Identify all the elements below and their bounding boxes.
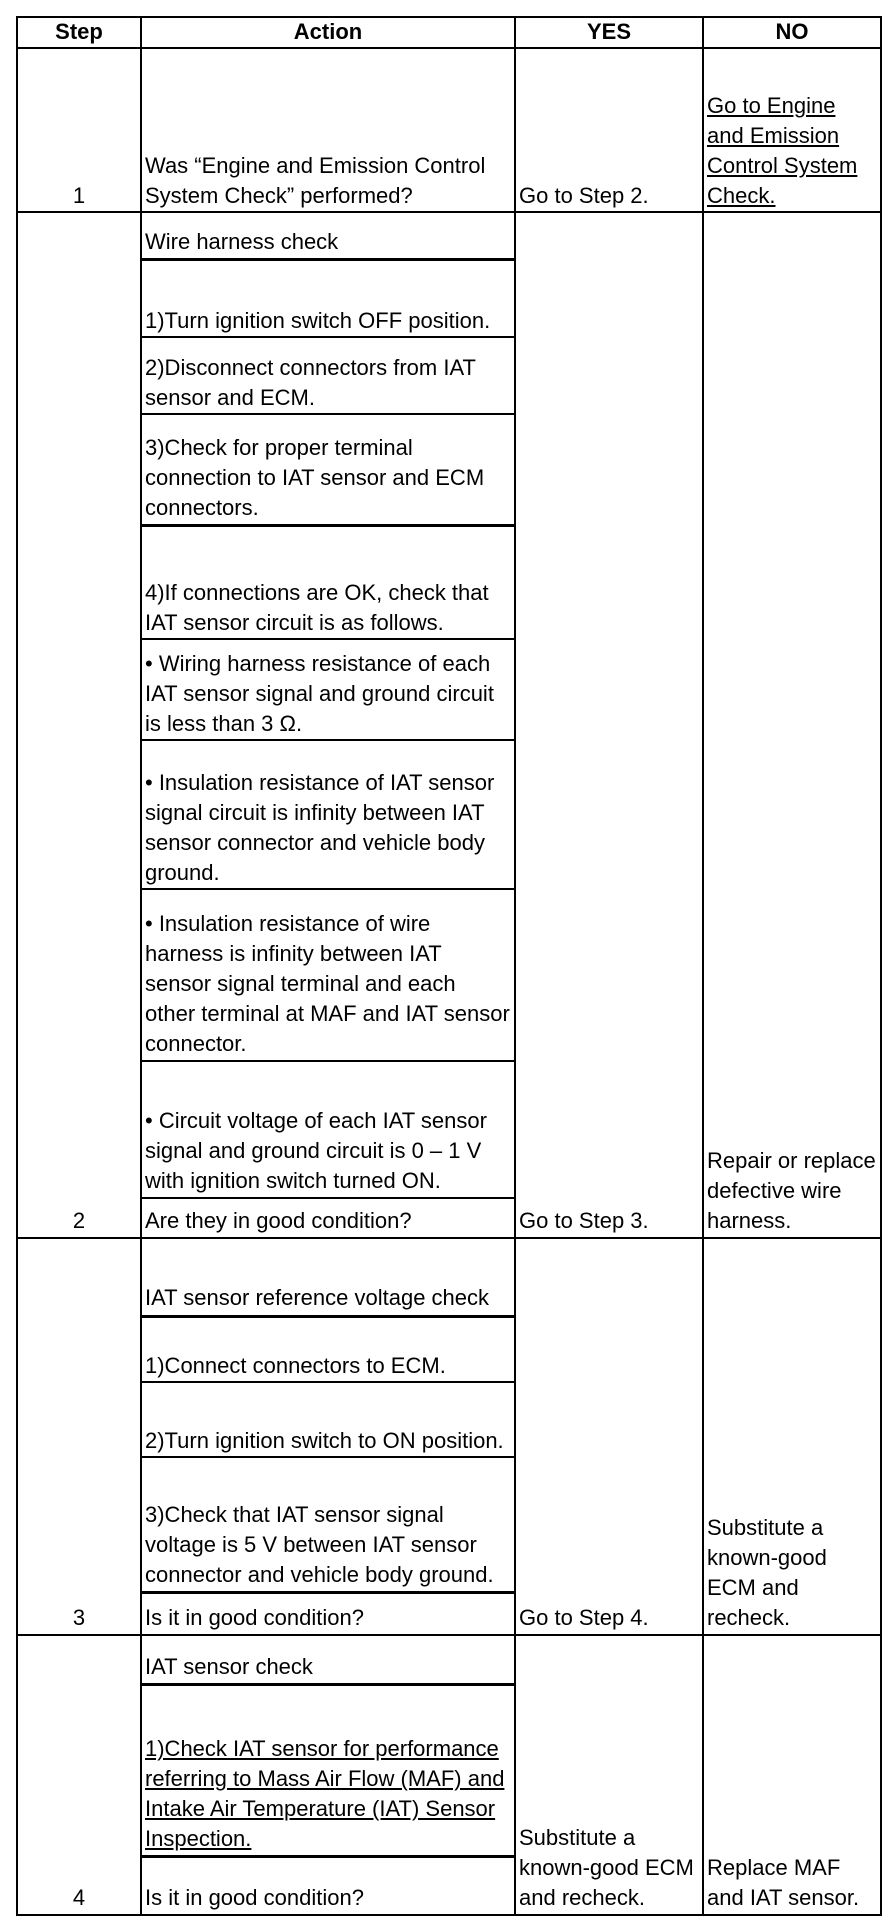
header-yes: YES <box>586 19 632 44</box>
action-text: Was “Engine and Emission Control System Check” performed? <box>145 153 486 208</box>
action-text: • Insulation resistance of IAT sensor signal circuit is infinity between IAT sensor connector and vehicle body ground. <box>145 770 495 885</box>
subrow-divider <box>140 336 516 338</box>
column-divider <box>702 16 704 1916</box>
subrow-divider <box>140 1683 516 1686</box>
action-text: IAT sensor reference voltage check <box>145 1285 490 1310</box>
subrow-divider <box>140 1591 516 1594</box>
action-text: 4)If connections are OK, check that IAT sensor circuit is as follows. <box>145 580 489 635</box>
table-border <box>16 16 18 1916</box>
row-divider <box>16 1634 882 1636</box>
header-no: NO <box>775 19 809 44</box>
column-divider <box>514 16 516 1916</box>
no-text: Replace MAF and IAT sensor. <box>707 1855 860 1910</box>
yes-text: Substitute a known-good ECM and recheck. <box>519 1825 694 1910</box>
table-border <box>880 16 882 1916</box>
subrow-divider <box>140 1381 516 1383</box>
header-step: Step <box>55 19 103 44</box>
action-text: 1)Connect connectors to ECM. <box>145 1353 446 1378</box>
action-link-text[interactable]: 1)Check IAT sensor for performance referring to Mass Air Flow (MAF) and Intake Air Temperature (IAT) Sensor Inspection. <box>145 1736 505 1851</box>
action-link[interactable] <box>141 1686 515 1855</box>
yes-text: Go to Step 4. <box>519 1605 649 1630</box>
no-link[interactable] <box>703 48 881 212</box>
action-text: IAT sensor check <box>145 1654 313 1679</box>
table-border <box>16 16 882 18</box>
subrow-divider <box>140 888 516 890</box>
subrow-divider <box>140 1197 516 1199</box>
no-text: Substitute a known-good ECM and recheck. <box>707 1515 827 1630</box>
header-action: Action <box>293 19 363 44</box>
action-text: Is it in good condition? <box>145 1605 364 1630</box>
step-number: 3 <box>72 1605 86 1630</box>
subrow-divider <box>140 524 516 527</box>
subrow-divider <box>140 1060 516 1062</box>
action-text: • Insulation resistance of wire harness is infinity between IAT sensor signal terminal and each other terminal at MAF and IAT sensor connector. <box>145 911 510 1056</box>
row-divider <box>16 211 882 213</box>
table-border <box>16 1914 882 1916</box>
no-link-text[interactable]: Go to Engine and Emission Control System Check. <box>707 93 858 208</box>
step-number: 2 <box>72 1208 86 1233</box>
step-number: 4 <box>72 1885 86 1910</box>
action-text: • Wiring harness resistance of each IAT sensor signal and ground circuit is less than 3 Ω. <box>145 651 494 736</box>
action-text: Is it in good condition? <box>145 1885 364 1910</box>
subrow-divider <box>140 413 516 415</box>
subrow-divider <box>140 1456 516 1458</box>
subrow-divider <box>140 638 516 640</box>
subrow-divider <box>140 1315 516 1318</box>
column-divider <box>140 16 142 1916</box>
yes-text: Go to Step 2. <box>519 183 649 208</box>
action-text: 2)Disconnect connectors from IAT sensor and ECM. <box>145 355 476 410</box>
no-text: Repair or replace defective wire harness. <box>707 1148 876 1233</box>
action-text: 2)Turn ignition switch to ON position. <box>145 1428 504 1453</box>
row-divider <box>16 1237 882 1239</box>
action-text: • Circuit voltage of each IAT sensor signal and ground circuit is 0 – 1 V with ignition switch turned ON. <box>145 1108 487 1193</box>
action-text: 3)Check for proper terminal connection to IAT sensor and ECM connectors. <box>145 435 485 520</box>
action-text: Wire harness check <box>145 229 339 254</box>
action-text: 1)Turn ignition switch OFF position. <box>145 308 491 333</box>
yes-text: Go to Step 3. <box>519 1208 649 1233</box>
step-number: 1 <box>72 183 86 208</box>
action-text: Are they in good condition? <box>145 1208 412 1233</box>
row-divider <box>16 47 882 49</box>
subrow-divider <box>140 258 516 261</box>
action-text: 3)Check that IAT sensor signal voltage is 5 V between IAT sensor connector and vehicle body ground. <box>145 1502 494 1587</box>
subrow-divider <box>140 1855 516 1858</box>
subrow-divider <box>140 739 516 741</box>
